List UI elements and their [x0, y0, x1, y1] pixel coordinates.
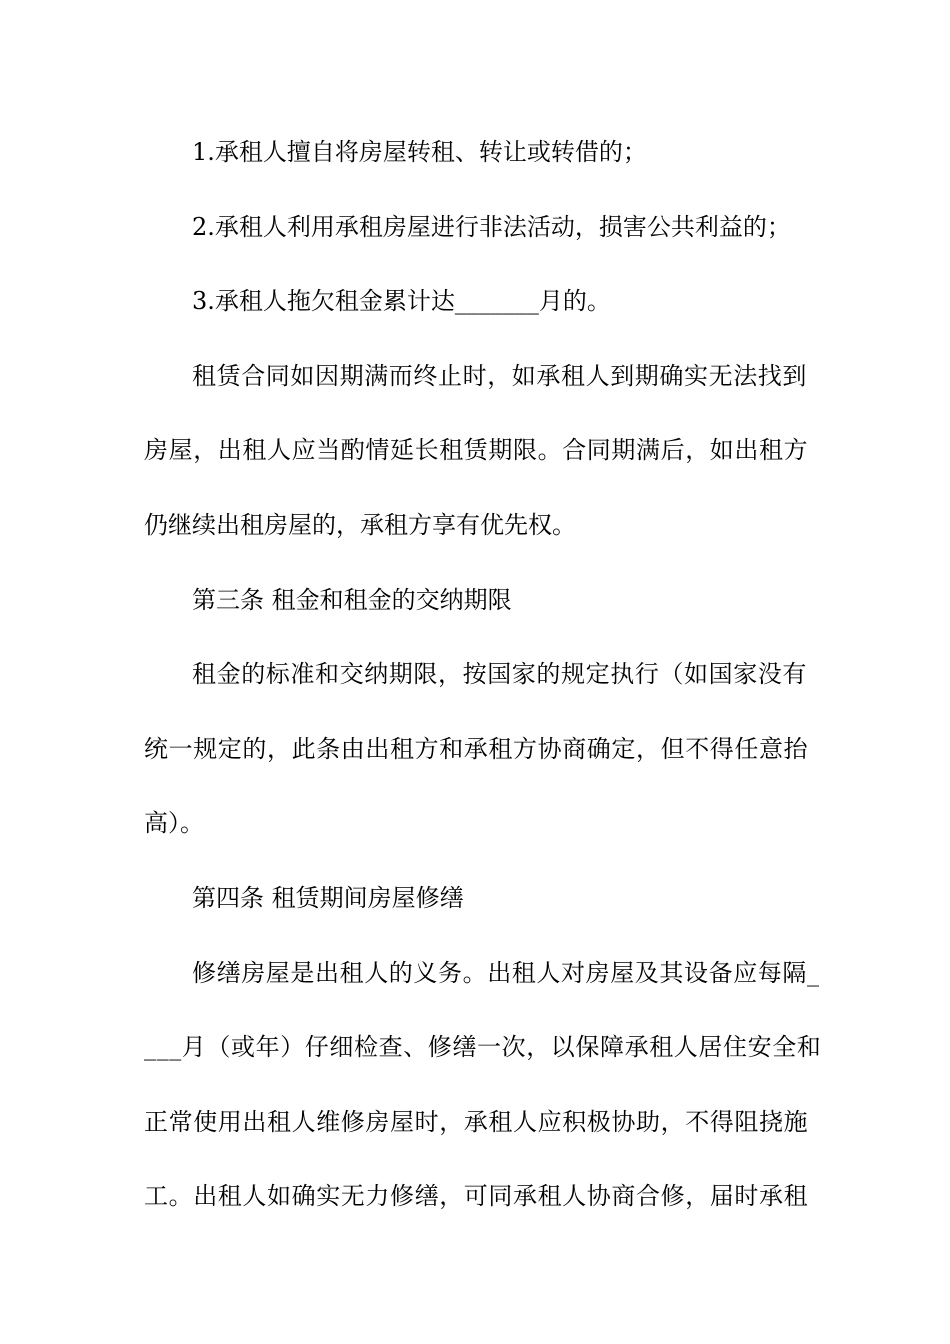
paragraph-line: 租赁合同如因期满而终止时，如承租人到期确实无法找到: [192, 362, 807, 390]
article-heading: 第三条 租金和租金的交纳期限: [192, 586, 512, 614]
paragraph-line: 高）。: [144, 809, 204, 837]
paragraph-line: 修缮房屋是出租人的义务。出租人对房屋及其设备应每隔_: [192, 959, 820, 987]
clause-item-1: 1.承租人擅自将房屋转租、转让或转借的；: [192, 138, 647, 166]
paragraph-line: 统一规定的，此条由出租方和承租方协商确定，但不得任意抬: [144, 735, 809, 763]
clause-item-2: 2.承租人利用承租房屋进行非法活动，损害公共利益的；: [192, 213, 791, 241]
paragraph-line: 工。出租人如确实无力修缮，可同承租人协商合修，届时承租: [144, 1182, 809, 1210]
paragraph-line: 正常使用出租人维修房屋时，承租人应积极协助，不得阻挠施: [144, 1108, 809, 1136]
paragraph-line: 房屋，出租人应当酌情延长租赁期限。合同期满后，如出租方: [144, 436, 809, 464]
paragraph-line: ___月（或年）仔细检查、修缮一次，以保障承租人居住安全和: [144, 1033, 822, 1061]
clause-item-3: 3.承租人拖欠租金累计达_______月的。: [192, 287, 611, 315]
paragraph-line: 租金的标准和交纳期限，按国家的规定执行（如国家没有: [192, 660, 807, 688]
paragraph-line: 仍继续出租房屋的，承租方享有优先权。: [144, 511, 576, 539]
article-heading: 第四条 租赁期间房屋修缮: [192, 884, 464, 912]
